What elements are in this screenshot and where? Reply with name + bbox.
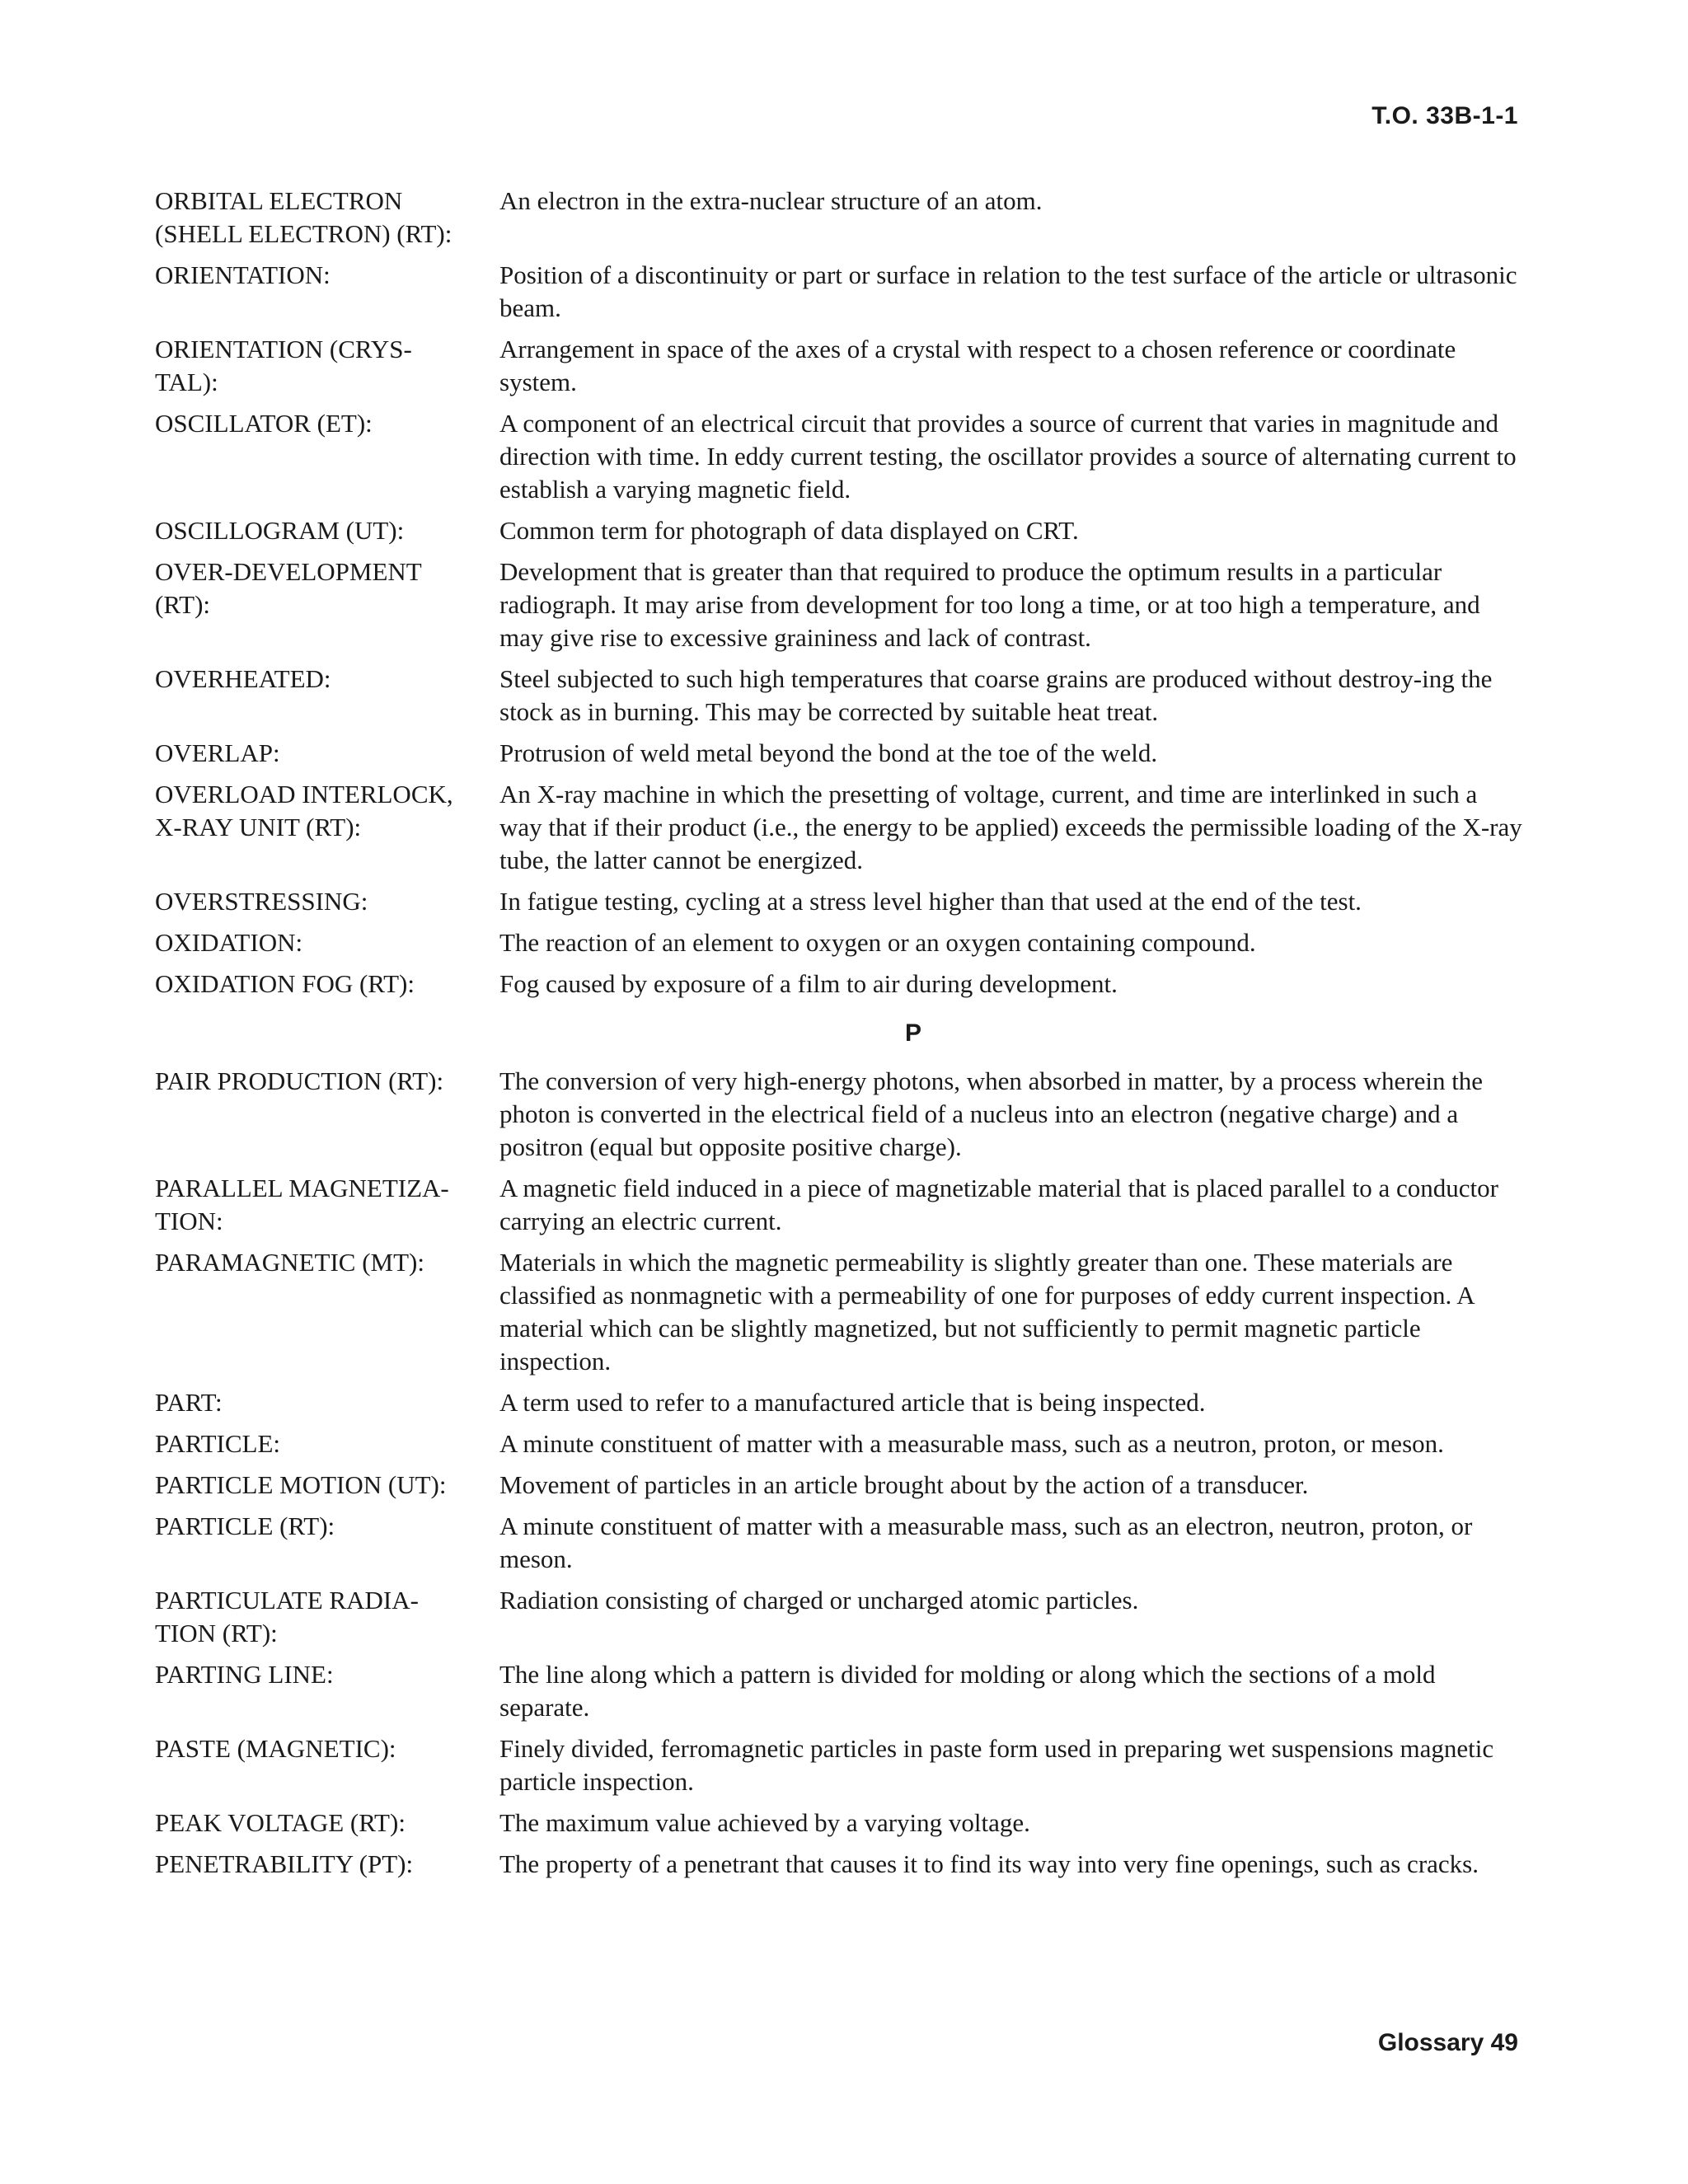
- glossary-term: PARTICLE (RT):: [155, 1511, 335, 1540]
- glossary-entry: [155, 968, 1523, 1001]
- glossary-definition: A term used to refer to a manufactured article that is being inspected.: [499, 1388, 1206, 1417]
- glossary-term: OVERLOAD INTERLOCK, X-RAY UNIT (RT):: [155, 780, 453, 841]
- glossary-entry: [155, 737, 1523, 770]
- glossary-entry: [155, 185, 1523, 251]
- glossary-entry: [155, 1065, 1523, 1164]
- glossary-term: PARAMAGNETIC (MT):: [155, 1248, 424, 1277]
- glossary-definition: In fatigue testing, cycling at a stress level higher than that used at the end of the test.: [499, 887, 1362, 916]
- glossary-definition: A magnetic field induced in a piece of magnetizable material that is placed parallel to a conductor carrying an electric current.: [499, 1174, 1498, 1235]
- glossary-entry: [155, 1386, 1523, 1419]
- glossary-term: OVER-DEVELOPMENT (RT):: [155, 557, 422, 619]
- glossary-entry: [155, 1658, 1523, 1724]
- glossary-term: OSCILLOGRAM (UT):: [155, 516, 405, 545]
- glossary-term: ORIENTATION:: [155, 260, 331, 289]
- glossary-definition: A minute constituent of matter with a measurable mass, such as a neutron, proton, or meson.: [499, 1429, 1444, 1458]
- glossary-entry: [155, 778, 1523, 877]
- glossary-definition: Materials in which the magnetic permeability is slightly greater than one. These materials are classified as nonmagnetic with a permeability of one for purposes of eddy current inspection. A material which can be slightly magnetized, but not sufficiently to permit magnetic particle inspection.: [499, 1248, 1474, 1376]
- glossary-term: OXIDATION:: [155, 928, 303, 957]
- glossary-definition: The conversion of very high-energy photons, when absorbed in matter, by a process wherein the photon is converted in the electrical field of a nucleus into an electron (negative charge) and a positron (equal but opposite positive charge).: [499, 1066, 1484, 1161]
- glossary-entry: [155, 926, 1523, 959]
- glossary-entry: [155, 514, 1523, 547]
- glossary-term: OVERLAP:: [155, 738, 280, 767]
- glossary-entry: [155, 1848, 1523, 1881]
- document-number: T.O. 33B-1-1: [1372, 102, 1518, 129]
- glossary-entry: [155, 407, 1523, 506]
- glossary-entry: [155, 555, 1523, 654]
- glossary-term: PARTICLE:: [155, 1429, 281, 1458]
- glossary-definition: Radiation consisting of charged or uncharged atomic particles.: [499, 1586, 1139, 1615]
- glossary-definition: Protrusion of weld metal beyond the bond at the toe of the weld.: [499, 738, 1158, 767]
- glossary-section-p: [155, 1065, 1523, 1881]
- glossary-entry: [155, 1427, 1523, 1460]
- glossary-term: PASTE (MAGNETIC):: [155, 1734, 396, 1763]
- glossary-entry: [155, 1469, 1523, 1502]
- glossary-list: [155, 185, 1523, 1889]
- glossary-entry: [155, 1584, 1523, 1650]
- glossary-entry: [155, 1246, 1523, 1378]
- glossary-entry: [155, 333, 1523, 399]
- glossary-definition: Position of a discontinuity or part or surface in relation to the test surface of the article or ultrasonic beam.: [499, 260, 1517, 322]
- glossary-definition: The reaction of an element to oxygen or an oxygen containing compound.: [499, 928, 1256, 957]
- section-heading-p: P: [904, 1019, 921, 1047]
- glossary-definition: Steel subjected to such high temperatures that coarse grains are produced without destroy-ing the stock as in burning. This may be corrected by suitable heat treat.: [499, 664, 1493, 726]
- glossary-term: PAIR PRODUCTION (RT):: [155, 1066, 444, 1095]
- glossary-definition: The property of a penetrant that causes it to find its way into very fine openings, such as cracks.: [499, 1849, 1479, 1878]
- glossary-term: PARALLEL MAGNETIZA- TION:: [155, 1174, 449, 1235]
- glossary-term: PENETRABILITY (PT):: [155, 1849, 414, 1878]
- glossary-definition: Finely divided, ferromagnetic particles in paste form used in preparing wet suspensions magnetic particle inspection.: [499, 1734, 1494, 1796]
- glossary-definition: Movement of particles in an article brought about by the action of a transducer.: [499, 1470, 1309, 1499]
- glossary-entry: [155, 885, 1523, 918]
- glossary-definition: The maximum value achieved by a varying voltage.: [499, 1808, 1030, 1837]
- glossary-term: PEAK VOLTAGE (RT):: [155, 1808, 406, 1837]
- glossary-term: OVERHEATED:: [155, 664, 331, 693]
- glossary-term: ORBITAL ELECTRON (SHELL ELECTRON) (RT):: [155, 186, 452, 248]
- glossary-entry: [155, 259, 1523, 325]
- glossary-section-o: [155, 185, 1523, 1001]
- glossary-term: OXIDATION FOG (RT):: [155, 969, 415, 998]
- glossary-entry: [155, 1807, 1523, 1840]
- glossary-definition: A component of an electrical circuit that provides a source of current that varies in magnitude and direction with time. In eddy current testing, the oscillator provides a source of alternating current to establish a varying magnetic field.: [499, 409, 1517, 504]
- glossary-term: OVERSTRESSING:: [155, 887, 368, 916]
- glossary-term: PARTICLE MOTION (UT):: [155, 1470, 447, 1499]
- glossary-entry: [155, 1732, 1523, 1798]
- glossary-entry: [155, 663, 1523, 729]
- glossary-term: PARTICULATE RADIA- TION (RT):: [155, 1586, 419, 1647]
- glossary-definition: An electron in the extra-nuclear structure of an atom.: [499, 186, 1043, 215]
- glossary-definition: Common term for photograph of data displayed on CRT.: [499, 516, 1079, 545]
- glossary-entry: [155, 1510, 1523, 1576]
- glossary-term: OSCILLATOR (ET):: [155, 409, 373, 438]
- glossary-definition: Development that is greater than that required to produce the optimum results in a particular radiograph. It may arise from development for too long a time, or at too high a temperature, and may give rise to excessive graininess and lack of contrast.: [499, 557, 1480, 652]
- glossary-definition: Arrangement in space of the axes of a crystal with respect to a chosen reference or coordinate system.: [499, 335, 1456, 396]
- glossary-term: ORIENTATION (CRYS- TAL):: [155, 335, 412, 396]
- page-number: Glossary 49: [1377, 2029, 1518, 2056]
- glossary-definition: An X-ray machine in which the presetting of voltage, current, and time are interlinked in such a way that if their product (i.e., the energy to be applied) exceeds the permissible loading of the X-ray tube, the latter cannot be energized.: [499, 780, 1522, 874]
- glossary-definition: The line along which a pattern is divided for molding or along which the sections of a mold separate.: [499, 1660, 1436, 1722]
- glossary-term: PARTING LINE:: [155, 1660, 334, 1689]
- glossary-term: PART:: [155, 1388, 223, 1417]
- glossary-definition: A minute constituent of matter with a measurable mass, such as an electron, neutron, proton, or meson.: [499, 1511, 1473, 1573]
- glossary-entry: [155, 1172, 1523, 1238]
- glossary-definition: Fog caused by exposure of a film to air during development.: [499, 969, 1118, 998]
